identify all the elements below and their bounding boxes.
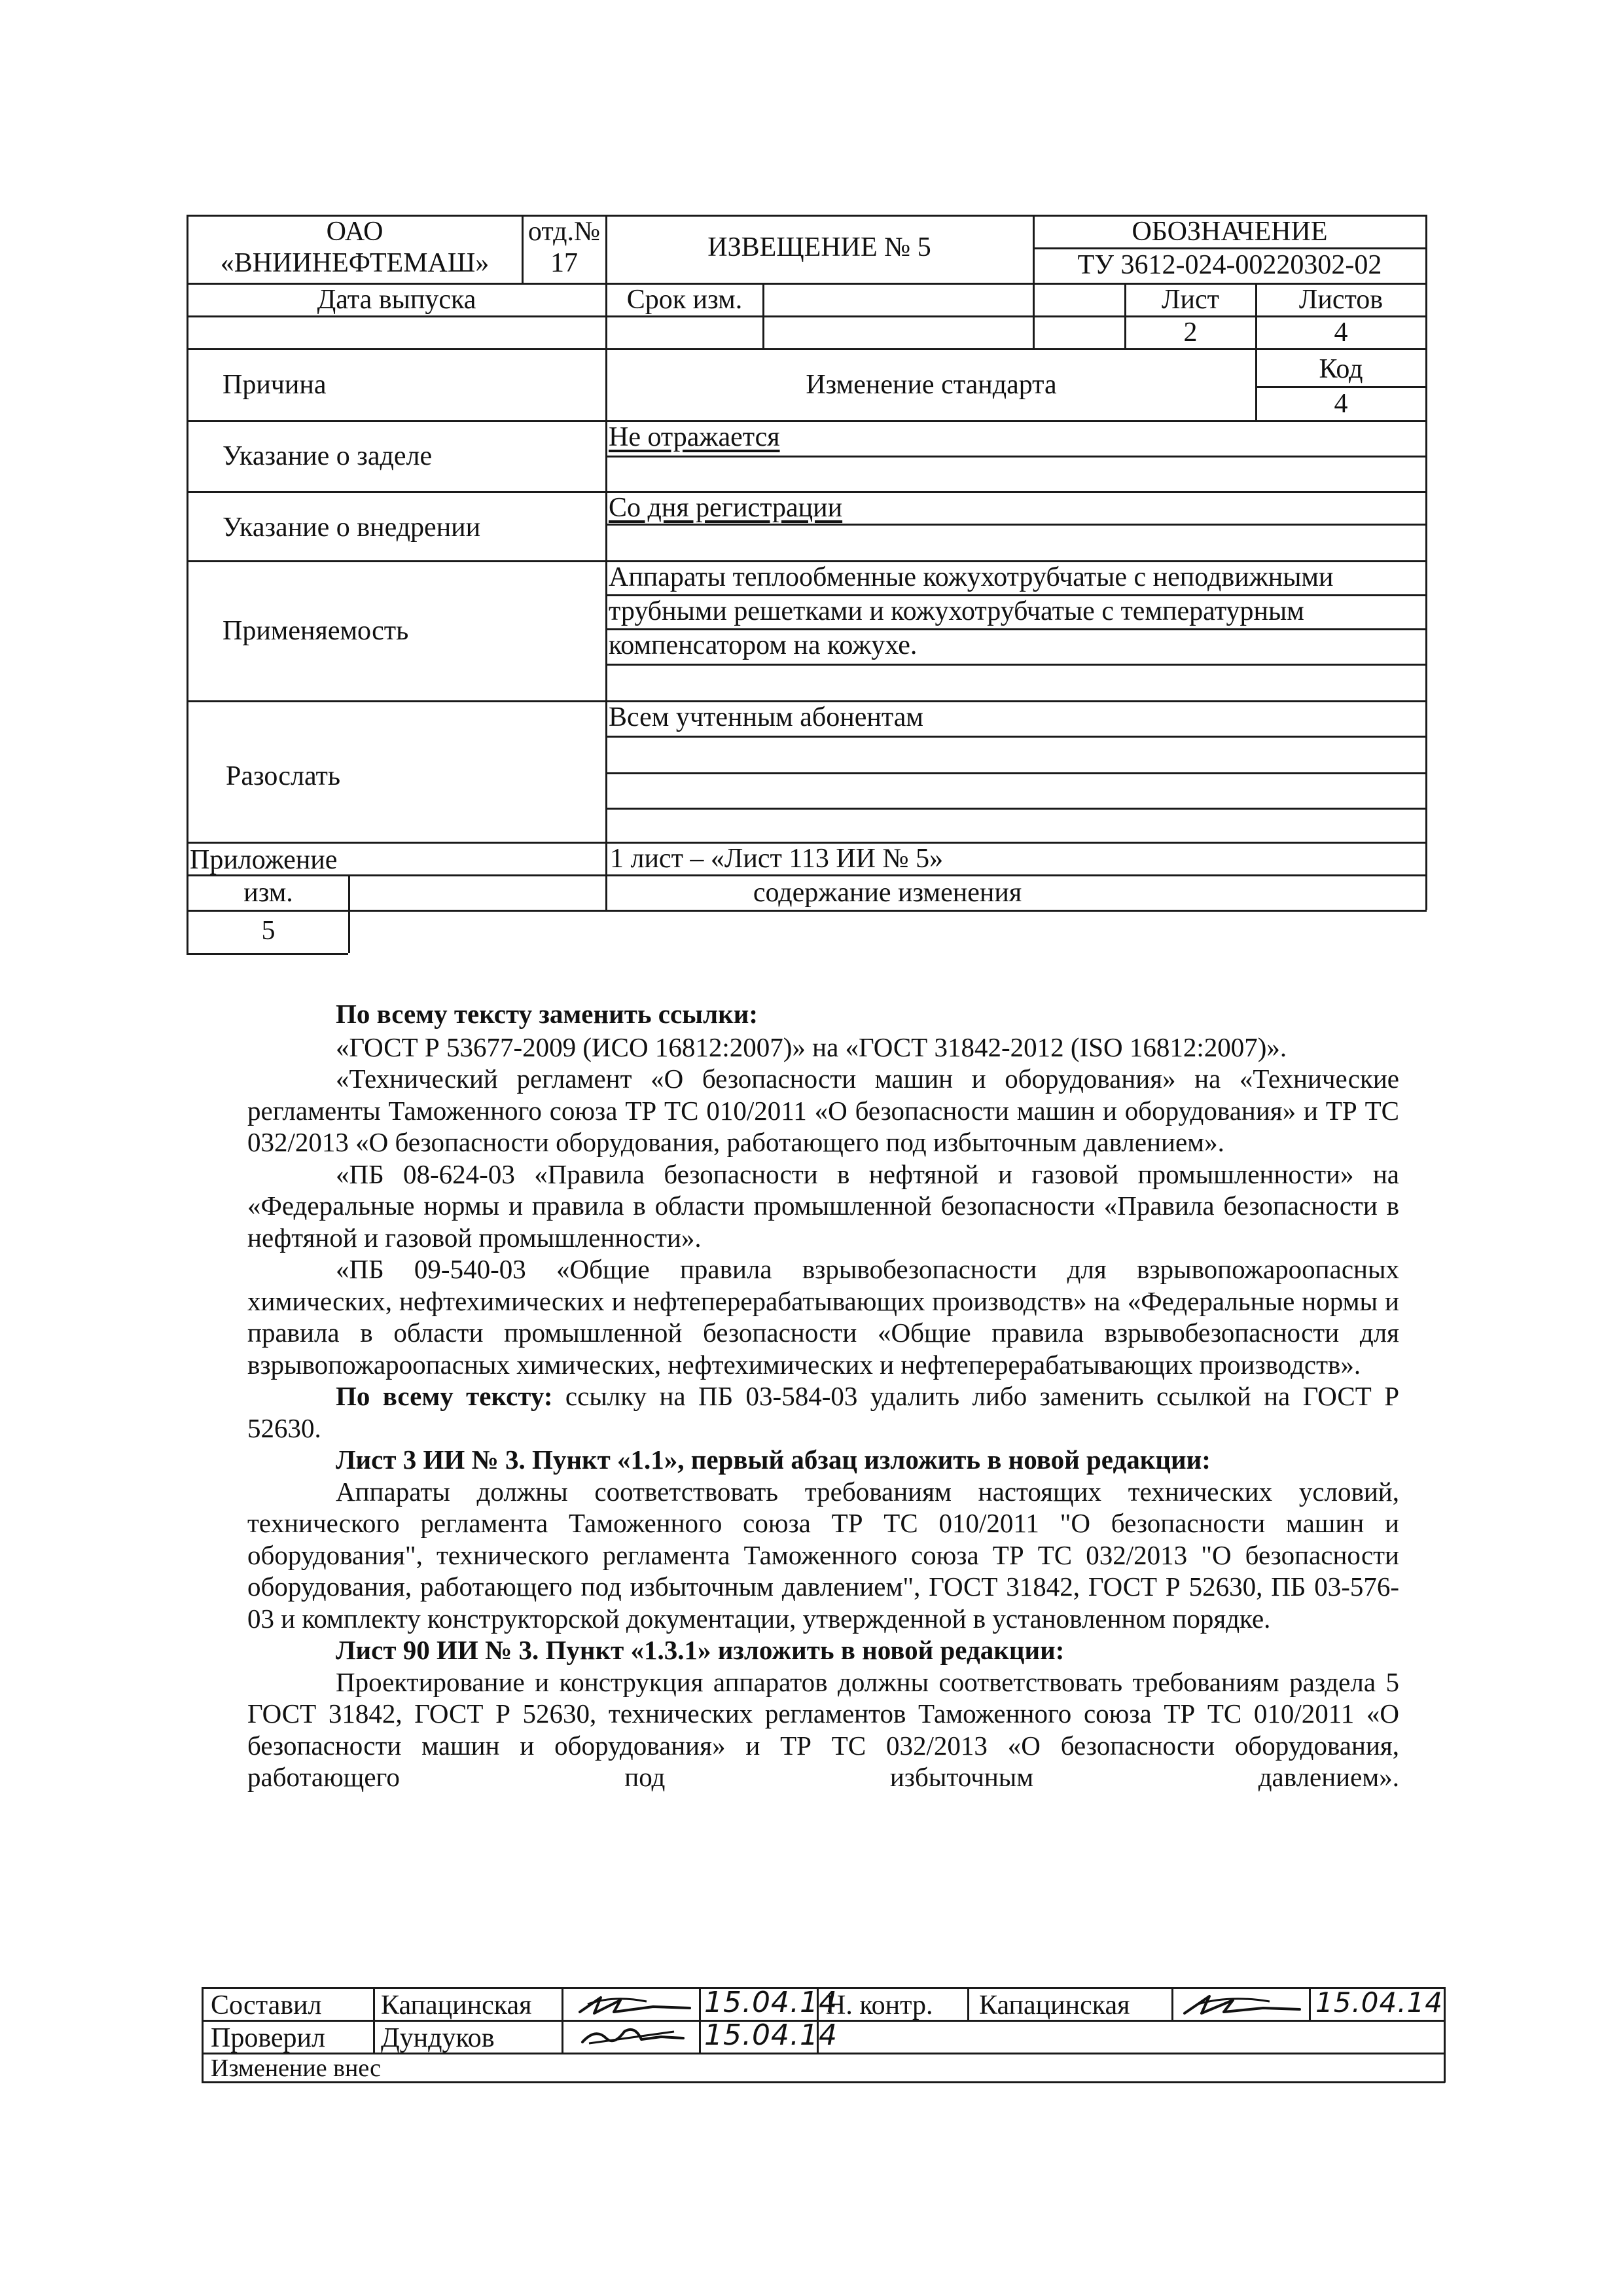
norm-control-date: 15.04.14 <box>1315 1986 1444 2018</box>
paragraph-heading: Лист 90 ИИ № 3. Пункт «1.3.1» изложить в новой редакции: <box>336 1635 1065 1665</box>
sheets-value: 4 <box>1334 317 1348 348</box>
compiled-label: Составил <box>211 1990 322 2020</box>
notice-title: ИЗВЕЩЕНИЕ № 5 <box>707 232 931 262</box>
org-name-line2: «ВНИИНЕФТЕМАШ» <box>220 248 490 278</box>
paragraph: «ПБ 09-540-03 «Общие правила взрывобезопасности для взрывопожароопасных химических, нефтехимических и нефтеперерабатывающих производств» на «Федеральные нормы и правила в области промышленной безопасности «Общие правила взрывобезопасности для взрывопожароопасных химических, нефтехимических и нефтеперерабатывающих производств». <box>247 1254 1399 1380</box>
distribute-label: Разослать <box>226 761 341 791</box>
norm-control-name: Капацинская <box>979 1990 1130 2020</box>
change-no-label: изм. <box>243 878 293 908</box>
distribute-value: Всем учтенным абонентам <box>609 702 923 732</box>
issue-date-label: Дата выпуска <box>317 285 476 315</box>
change-term-label: Срок изм. <box>626 285 743 315</box>
checked-signature <box>576 2024 687 2050</box>
paragraph-bold-lead: По всему тексту: <box>336 1381 553 1411</box>
norm-control-label: Н. контр. <box>826 1990 933 2020</box>
paragraph: «Технический регламент «О безопасности машин и оборудования» на «Технические регламенты Таможенного союза ТР ТС 010/2011 «О безопасности машин и оборудования» и ТР ТС 032/2013 «О безопасности оборудования, работающего под избыточным давлением». <box>247 1064 1399 1157</box>
backlog-label: Указание о заделе <box>223 441 433 471</box>
paragraph-heading: Лист 3 ИИ № 3. Пункт «1.1», первый абзац изложить в новой редакции: <box>336 1444 1211 1475</box>
dept-value: 17 <box>550 248 578 278</box>
norm-control-signature <box>1178 1991 1302 2018</box>
designation-label: ОБОЗНАЧЕНИЕ <box>1132 217 1328 247</box>
paragraph: Аппараты должны соответствовать требованиям настоящих технических условий, технического регламента Таможенного союза ТР ТС 010/2011 "О безопасности машин и оборудования", технического регламента Таможенного союза ТР ТС 032/2013 "О безопасности оборудования, работающего под избыточным давлением", ГОСТ 31842, ГОСТ Р 52630, ПБ 03-576-03 и комплекту конструкторской документации, утвержденной в установленном порядке. <box>247 1476 1399 1634</box>
org-name-line1: ОАО <box>326 217 383 247</box>
applicability-label: Применяемость <box>223 616 409 646</box>
change-content-label: содержание изменения <box>753 878 1022 908</box>
paragraph: «ГОСТ Р 53677-2009 (ИСО 16812:2007)» на «ГОСТ 31842-2012 (ISO 16812:2007)». <box>336 1031 1287 1062</box>
paragraph <box>247 1380 1399 1444</box>
applicability-line-1: Аппараты теплообменные кожухотрубчатые с неподвижными <box>609 562 1334 592</box>
compiled-name: Капацинская <box>381 1990 532 2020</box>
checked-name: Дундуков <box>381 2023 495 2053</box>
paragraph-heading: По всему тексту заменить ссылки: <box>336 999 758 1029</box>
paragraph: «ПБ 08-624-03 «Правила безопасности в нефтяной и газовой промышленности» на «Федеральные нормы и правила в области промышленной безопасности «Правила безопасности в нефтяной и газовой промышленности». <box>247 1158 1399 1253</box>
backlog-value: Не отражается <box>609 422 780 452</box>
reason-label: Причина <box>223 370 327 400</box>
compiled-date: 15.04.14 <box>704 1986 838 2019</box>
dept-label: отд.№ <box>527 217 601 247</box>
change-content <box>247 998 1399 1793</box>
sheet-label: Лист <box>1162 285 1219 315</box>
applicability-line-2: трубными решетками и кожухотрубчатые с температурным <box>609 596 1304 626</box>
attachment-label: Приложение <box>190 845 338 875</box>
checked-date: 15.04.14 <box>704 2018 838 2052</box>
designation-value: ТУ 3612-024-00220302-02 <box>1077 250 1382 280</box>
reason-value: Изменение стандарта <box>806 370 1057 400</box>
code-label: Код <box>1319 354 1363 384</box>
implementation-label: Указание о внедрении <box>223 512 481 543</box>
attachment-value: 1 лист – «Лист 113 ИИ № 5» <box>610 844 944 874</box>
paragraph-text: ссылку на ПБ 03-584-03 удалить либо заменить ссылкой на ГОСТ Р 52630. <box>247 1381 1399 1443</box>
applicability-line-3: компенсатором на кожухе. <box>609 630 918 660</box>
checked-label: Проверил <box>211 2023 325 2053</box>
paragraph: Проектирование и конструкция аппаратов должны соответствовать требованиям раздела 5 ГОСТ 31842, ГОСТ Р 52630, технических регламентов Таможенного союза ТР ТС 010/2011 «О безопасности машин и оборудования» и ТР ТС 032/2013 «О безопасности оборудования, работающего под избыточным давлением». <box>247 1666 1399 1792</box>
compiled-signature <box>575 1992 692 2018</box>
entered-label: Изменение внес <box>211 2054 382 2082</box>
sheets-label: Листов <box>1298 285 1383 315</box>
implementation-value: Со дня регистрации <box>609 493 843 523</box>
change-no-value: 5 <box>261 916 276 946</box>
sheet-value: 2 <box>1183 317 1198 348</box>
code-value: 4 <box>1334 389 1348 419</box>
